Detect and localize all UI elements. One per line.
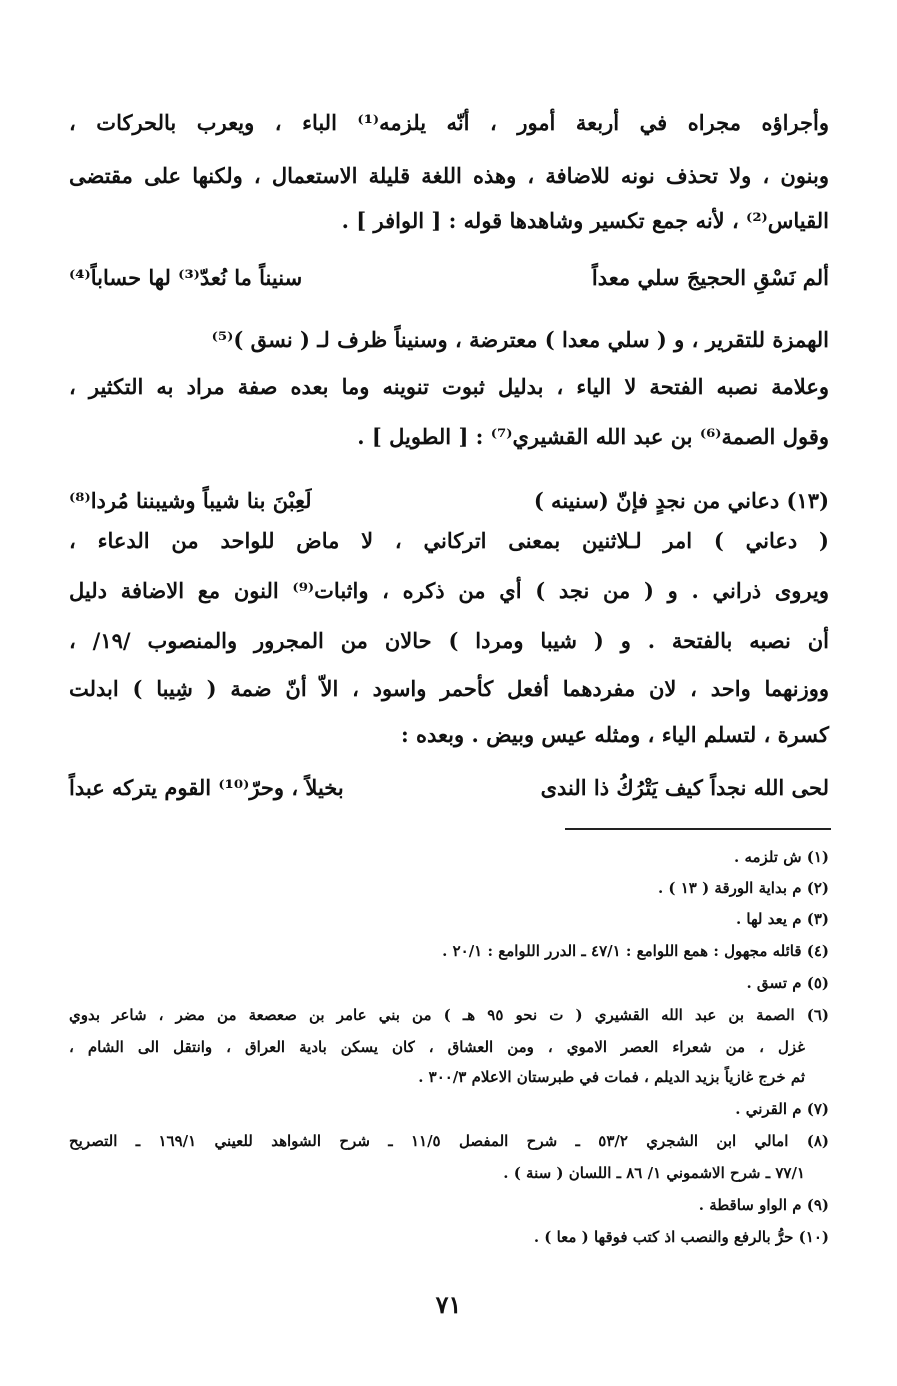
verse-second-hemistich: سنيناً ما نُعدّ⁽³⁾ لها حساباً⁽⁴⁾ [69, 265, 303, 290]
footnote-continuation: ٧٧/١ ـ شرح الاشموني ١/ ٨٦ ـ اللسان ( سنة ) . [503, 1164, 805, 1182]
footnote: (٦) الصمة بن عبد الله القشيري ( ت نحو ٩٥ هـ ) من بني عامر بن صعصعة من مضر ، شاعر بدوي [69, 1006, 830, 1024]
footnote: (٣) م يعد لها . [735, 910, 829, 928]
page-number: ٧١ [435, 1290, 462, 1319]
footnote: (٤) قائله مجهول : همع اللوامع : ٤٧/١ ـ الدرر اللوامع : ٢٠/١ . [442, 942, 829, 960]
body-line: أن نصبه بالفتحة . و ( شيبا ومردا ) حالان من المجرور والمنصوب /١٩/ ، [69, 628, 830, 653]
footnote: (١٠) حرُّ بالرفع والنصب اذ كتب فوقها ( معا ) . [533, 1228, 829, 1246]
footnote: (٥) م تسق . [746, 974, 829, 992]
footnote-continuation: ثم خرج غازياً بزيد الديلم ، فمات في طبرستان الاعلام ٣٠٠/٣ . [418, 1068, 805, 1086]
body-line: وبنون ، ولا تحذف نونه للاضافة ، وهذه اللغة قليلة الاستعمال ، ولكنها على مقتضى [69, 163, 829, 188]
body-line: وعلامة نصبه الفتحة لا الياء ، بدليل ثبوت تنوينه وما بعده صفة مراد به التكثير ، [69, 374, 829, 399]
footnote-separator [565, 828, 831, 830]
verse-line [69, 485, 829, 517]
body-line: وقول الصمة⁽⁶⁾ بن عبد الله القشيري⁽⁷⁾ : [ الطويل ] . [357, 424, 829, 449]
footnote: (٧) م القرني . [735, 1100, 829, 1118]
body-line: القياس⁽²⁾ ، لأنه جمع تكسير وشاهدها قوله : [ الوافر ] . [341, 208, 829, 233]
body-line: ووزنهما واحد ، لان مفردهما أفعل كأحمر واسود ، الاّ أنّ ضمة ( شِيبا ) ابدلت [69, 676, 829, 701]
verse-first-hemistich: (١٣) دعاني من نجدٍ فإنّ (سنينه ) [533, 488, 829, 513]
verse-second-hemistich: بخيلاً ، وحرّ⁽¹⁰⁾ القوم يتركه عبداً [69, 775, 344, 800]
verse-first-hemistich: ألم نَسْقِ الحجيجَ سلي معداً [591, 265, 829, 290]
footnote: (٨) امالي ابن الشجري ٥٣/٢ ـ شرح المفصل ١١/٥ ـ شرح الشواهد للعيني ١٦٩/١ ـ التصريح [69, 1132, 829, 1150]
verse-line [69, 262, 829, 294]
body-line: وأجراؤه مجراه في أربعة أمور ، أنّه يلزمه⁽¹⁾ الباء ، ويعرب بالحركات ، [69, 110, 829, 135]
footnote-continuation: غزل ، من شعراء العصر الاموي ، ومن العشاق ، كان يسكن بادية العراق ، وانتقل الى الشام ، [69, 1038, 805, 1056]
body-line: ويروى ذراني . و ( من نجد ) أي من ذكره ، واثبات⁽⁹⁾ النون مع الاضافة دليل [69, 578, 830, 603]
body-line: ( دعاني ) امر لـلاثنين بمعنى اتركاني ، لا ماض للواحد من الدعاء ، [69, 528, 829, 553]
body-line: الهمزة للتقرير ، و ( سلي معدا ) معترضة ، وسنيناً ظرف لـ ( نسق )⁽⁵⁾ [211, 327, 829, 352]
footnote: (٢) م بداية الورقة ( ١٣ ) . [657, 879, 829, 897]
verse-second-hemistich: لَعِبْنَ بنا شيباً وشيبننا مُردا⁽⁸⁾ [69, 488, 312, 513]
verse-line [69, 772, 829, 804]
footnote: (١) ش تلزمه . [734, 848, 829, 866]
body-line: كسرة ، لتسلم الياء ، ومثله عيس وبيض . وبعده : [400, 722, 829, 747]
footnote: (٩) م الواو ساقطة . [698, 1196, 829, 1214]
verse-first-hemistich: لحى الله نجداً كيف يَتْرُكُ ذا الندى [540, 775, 829, 800]
